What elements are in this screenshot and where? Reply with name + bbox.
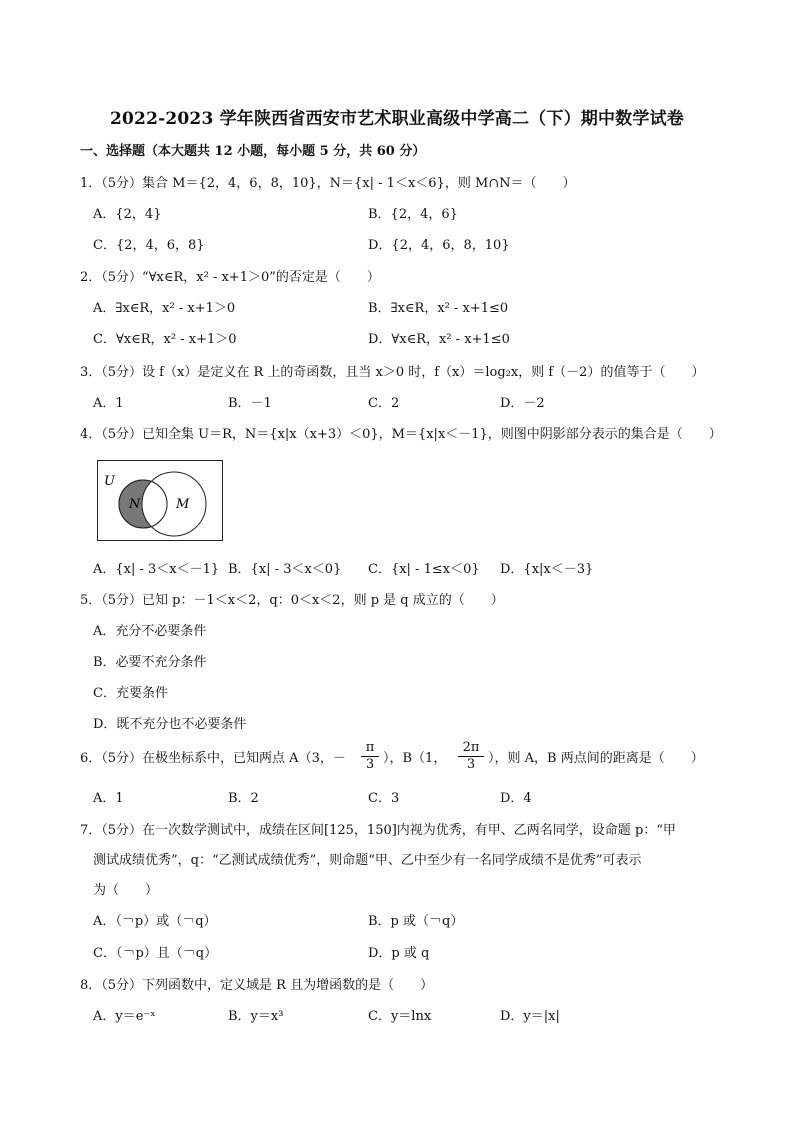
- fraction-2-numerator: 2π: [462, 740, 480, 755]
- question-3-option-d: D．－2: [500, 396, 545, 411]
- fraction-1: [361, 740, 379, 773]
- page-title: 2022-2023 学年陕西省西安市艺术职业高级中学高二（下）期中数学试卷: [109, 109, 684, 129]
- question-2-option-b: B．∃x∈R，x² - x+1≤0: [368, 301, 509, 316]
- question-8-option-a: A．y＝e⁻ˣ: [93, 1009, 156, 1024]
- fraction-2-denominator: 3: [458, 756, 484, 773]
- question-5-stem: 5．（5分）已知 p：－1＜x＜2，q：0＜x＜2，则 p 是 q 成立的（ ）: [80, 593, 504, 608]
- question-6-option-b: B．2: [228, 791, 259, 806]
- question-6-stem-start: 6．（5分）在极坐标系中，已知两点 A（3，－: [80, 751, 346, 766]
- question-6-option-d: D．4: [500, 791, 532, 806]
- question-4-stem: 4．（5分）已知全集 U＝R，N＝{x|x（x+3）＜0}，M＝{x|x＜－1}，则图中阴影部分表示的集合是（ ）: [80, 427, 722, 442]
- question-4-option-c: C．{x| - 1≤x＜0}: [368, 562, 480, 577]
- section-heading: 一、选择题（本大题共 12 小题，每小题 5 分，共 60 分）: [80, 144, 426, 159]
- question-5-option-d: D．既不充分也不必要条件: [93, 717, 247, 732]
- question-2-stem: 2．（5分）“∀x∈R，x² - x+1＞0”的否定是（ ）: [80, 270, 380, 285]
- question-4-option-a: A．{x| - 3＜x＜－1}: [93, 562, 220, 577]
- question-8-stem: 8．（5分）下列函数中，定义域是 R 且为增函数的是（ ）: [80, 978, 434, 993]
- question-4-option-d: D．{x|x＜－3}: [500, 562, 594, 577]
- fraction-1-numerator: π: [365, 740, 375, 755]
- question-7-option-c: C．（￢p）且（￢q）: [93, 946, 218, 961]
- question-1-stem: 1．（5分）集合 M＝{2，4，6，8，10}，N＝{x| - 1＜x＜6}，则 M∩N＝（ ）: [80, 176, 576, 191]
- venn-label-n: N: [129, 497, 141, 512]
- question-6-option-c: C．3: [368, 791, 400, 806]
- venn-diagram: [97, 460, 223, 541]
- question-2-option-d: D．∀x∈R，x² - x+1≤0: [368, 332, 510, 347]
- fraction-2: [458, 740, 484, 773]
- question-6-option-a: A．1: [93, 791, 124, 806]
- question-2-option-c: C．∀x∈R，x² - x+1＞0: [93, 332, 237, 347]
- question-3-option-a: A．1: [93, 396, 124, 411]
- fraction-1-denominator: 3: [361, 756, 379, 773]
- question-1-option-c: C．{2，4，6，8}: [93, 238, 205, 253]
- question-5-option-a: A．充分不必要条件: [93, 624, 207, 639]
- question-7-line-2: 测试成绩优秀”，q：“乙测试成绩优秀”，则命题“甲、乙中至少有一名同学成绩不是优秀”可表示: [93, 853, 642, 868]
- question-8-option-d: D．y＝|x|: [500, 1009, 560, 1024]
- question-5-option-c: C．充要条件: [93, 686, 168, 701]
- venn-label-m: M: [176, 497, 190, 512]
- question-3-option-c: C．2: [368, 396, 400, 411]
- question-5-option-b: B．必要不充分条件: [93, 655, 207, 670]
- question-7-option-d: D．p 或 q: [368, 946, 430, 961]
- question-7-option-a: A．（￢p）或（￢q）: [93, 914, 217, 929]
- question-1-option-d: D．{2，4，6，8，10}: [368, 238, 510, 253]
- question-4-option-b: B．{x| - 3＜x＜0}: [228, 562, 342, 577]
- question-1-option-b: B．{2，4，6}: [368, 207, 458, 222]
- question-3-stem: 3．（5分）设 f（x）是定义在 R 上的奇函数，且当 x＞0 时，f（x）＝log₂x，则 f（－2）的值等于（ ）: [80, 365, 705, 380]
- question-2-option-a: A．∃x∈R，x² - x+1＞0: [93, 301, 236, 316]
- question-7-option-b: B．p 或（￢q）: [368, 914, 464, 929]
- question-7-line-1: 7．（5分）在一次数学测试中，成绩在区间[125，150]内视为优秀，有甲、乙两名同学，设命题 p：“甲: [80, 823, 676, 838]
- question-6-stem-middle: ），B（1，: [383, 751, 447, 766]
- question-7-line-3: 为（ ）: [93, 883, 159, 898]
- question-8-option-b: B．y＝x³: [228, 1009, 284, 1024]
- question-1-option-a: A．{2，4}: [93, 207, 162, 222]
- question-6-stem-end: ），则 A，B 两点间的距离是（ ）: [488, 751, 704, 766]
- venn-label-u: U: [104, 474, 115, 489]
- question-8-option-c: C．y＝lnx: [368, 1009, 432, 1024]
- question-3-option-b: B．－1: [228, 396, 272, 411]
